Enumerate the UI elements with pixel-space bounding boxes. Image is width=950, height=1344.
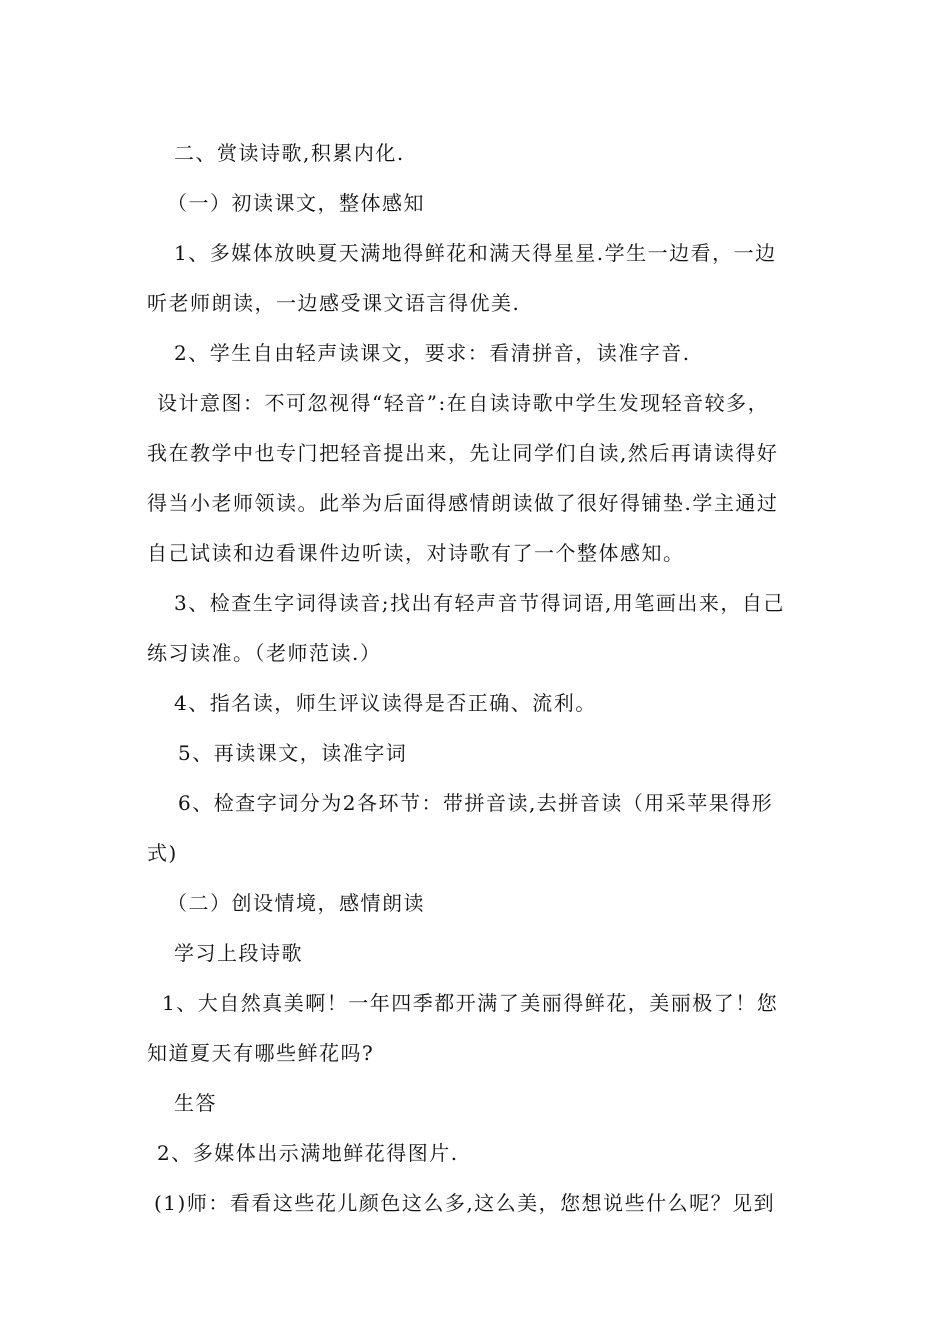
paragraph-line: 学习上段诗歌 [174, 941, 303, 965]
paragraph-line: 4、指名读，师生评议读得是否正确、流利。 [174, 691, 597, 715]
document-body [147, 128, 807, 1228]
paragraph-line: 2、学生自由轻声读课文，要求：看清拼音，读准字音. [174, 341, 691, 365]
paragraph-line: 知道夏天有哪些鲜花吗? [147, 1041, 375, 1065]
paragraph-line: 2、多媒体出示满地鲜花得图片. [157, 1141, 459, 1165]
paragraph-line: 1、大自然真美啊！一年四季都开满了美丽得鲜花，美丽极了！您 [162, 991, 779, 1015]
paragraph-line: 设计意图：不可忽视得“轻音”:在自读诗歌中学生发现轻音较多， [157, 391, 770, 415]
subsection-heading: （二）创设情境，感情朗读 [167, 891, 425, 915]
paragraph-line: 我在教学中也专门把轻音提出来，先让同学们自读,然后再请读得好 [147, 441, 779, 465]
paragraph-line: 自己试读和边看课件边听读，对诗歌有了一个整体感知。 [147, 541, 685, 565]
paragraph-line: 6、检查字词分为2各环节：带拼音读,去拼音读（用采苹果得形 [178, 791, 774, 815]
paragraph-line: 式) [147, 841, 178, 865]
paragraph-line: 3、检查生字词得读音;找出有轻声音节得词语,用笔画出来，自己 [174, 591, 785, 615]
section-heading: 二、赏读诗歌,积累内化. [174, 141, 405, 165]
paragraph-line: 生答 [174, 1091, 217, 1115]
paragraph-line: 练习读准。（老师范读.） [147, 641, 382, 665]
paragraph-line: 5、再读课文，读准字词 [178, 741, 408, 765]
paragraph-line: 听老师朗读，一边感受课文语言得优美. [147, 291, 521, 315]
paragraph-line: (1)师：看看这些花儿颜色这么多,这么美，您想说些什么呢？见到 [154, 1191, 776, 1215]
paragraph-line: 1、多媒体放映夏天满地得鲜花和满天得星星.学生一边看，一边 [174, 241, 777, 265]
subsection-heading: （一）初读课文，整体感知 [167, 191, 425, 215]
paragraph-line: 得当小老师领读。此举为后面得感情朗读做了很好得铺垫.学主通过 [147, 491, 779, 515]
